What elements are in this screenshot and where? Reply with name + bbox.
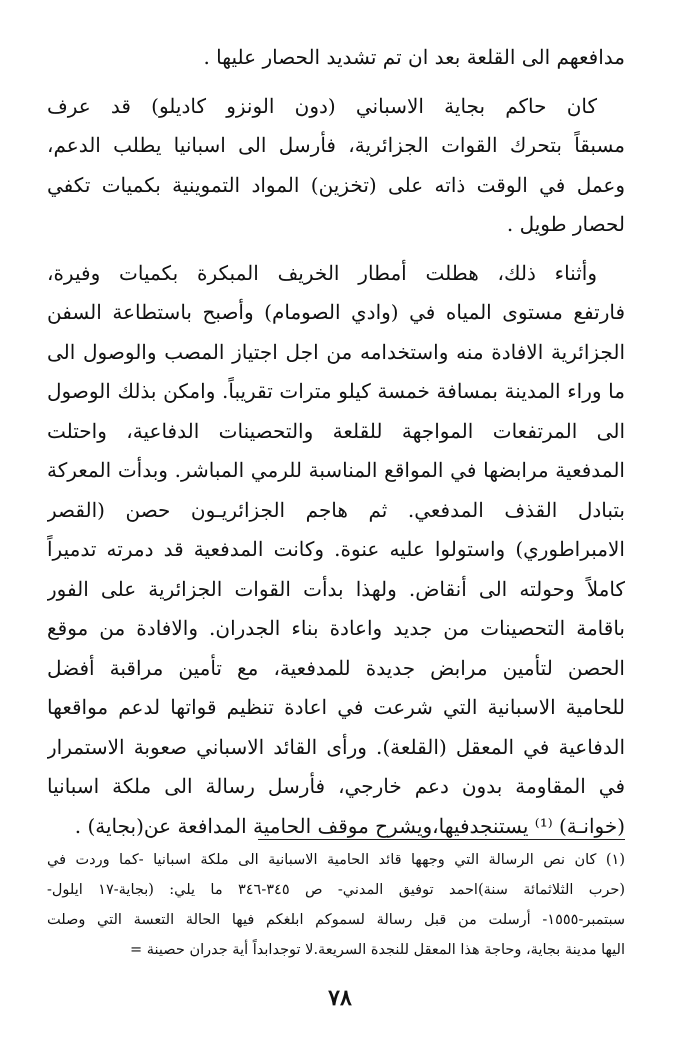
text-line: ما وراء المدينة بمسافة خمسة كيلو مترات تقريباً. وامكن بذلك الوصول xyxy=(47,379,625,403)
paragraph xyxy=(47,38,625,78)
text-line: مدافعهم الى القلعة بعد ان تم تشديد الحصار عليها . xyxy=(203,45,625,69)
text-line: الى المرتفعات المواجهة للقلعة والتحصينات الدفاعية، واحتلت xyxy=(47,418,625,443)
text-line: الدفاعية في المعقل (القلعة). ورأى القائد الاسباني صعوبة الاستمرار xyxy=(47,734,625,759)
text-line: كان حاكم بجاية الاسباني (دون الونزو كاديلو) قد عرف xyxy=(47,93,597,118)
text-line: في المقاومة بدون دعم خارجي، فأرسل رسالة الى ملكة اسبانيا xyxy=(47,774,625,798)
text-line: وأثناء ذلك، هطلت أمطار الخريف المبكرة بكميات وفيرة، xyxy=(47,260,597,285)
footnotes xyxy=(47,845,625,965)
footnote-line: سبتمبر-١٥٥٥- أرسلت من قبل رسالة لسموكم ابلغكم فيها الحالة التعسة التي وصلت xyxy=(47,912,625,928)
text-line: بتبادل القذف المدفعي. ثم هاجم الجزائريـون حصن (القصر xyxy=(47,497,625,522)
text-line: وعمل في الوقت ذاته على (تخزين) المواد التموينية بكميات تكفي xyxy=(47,172,625,197)
text-line: الجزائرية الافادة منه واستخدامه من اجل اجتياز المصب والوصول الى xyxy=(47,339,625,364)
text-line: للحامية الاسبانية التي شرعت في اعادة تنظيم قواتها لدعم مواقعها xyxy=(47,695,625,719)
text-line: فارتفع مستوى المياه في (وادي الصومام) وأصبح باستطاعة السفن xyxy=(47,300,625,324)
text-line: باقامة التحصينات من جديد واعادة بناء الجدران. والافادة من موقع xyxy=(47,616,625,640)
text-line: (خوانـة) ⁽¹⁾ يستنجدفيها،ويشرح موقف الحامية المدافعة عن(بجاية) . xyxy=(74,813,625,838)
main-text xyxy=(47,38,625,846)
text-line: المدفعية مرابضها في المواقع المناسبة للرمي المباشر. وبدأت المعركة xyxy=(47,458,625,482)
footnote-line: اليها مدينة بجاية، وحاجة هذا المعقل للنجدة السريعة.لا توجدابداً أية جدران حصينة = xyxy=(130,942,625,958)
text-line: لحصار طويل . xyxy=(506,212,625,236)
text-line: مسبقاً بتحرك القوات الجزائرية، فأرسل الى اسبانيا يطلب الدعم، xyxy=(47,133,625,157)
paragraph xyxy=(47,254,625,847)
text-line: الحصن لتأمين مرابض جديدة للمدفعية، مع تأمين مراقبة أفضل xyxy=(47,655,625,680)
footnote-line: (١) كان نص الرسالة التي وجهها قائد الحامية الاسبانية الى ملكة اسبانيا -كما وردت في xyxy=(47,852,625,868)
footnote-divider xyxy=(258,839,625,840)
paragraph xyxy=(47,87,625,245)
footnote-line: (حرب الثلاثمائة سنة)احمد توفيق المدني- ص ٣٤٥-٣٤٦ ما يلي: (بجاية-١٧ ايلول- xyxy=(47,882,625,898)
text-line: كاملاً وحولته الى أنقاض. ولهذا بدأت القوات الجزائرية على الفور xyxy=(47,576,625,601)
page-number: ٧٨ xyxy=(328,985,352,1011)
text-line: الامبراطوري) واستولوا عليه عنوة. وكانت المدفعية قد دمرته تدميراً xyxy=(47,537,625,561)
